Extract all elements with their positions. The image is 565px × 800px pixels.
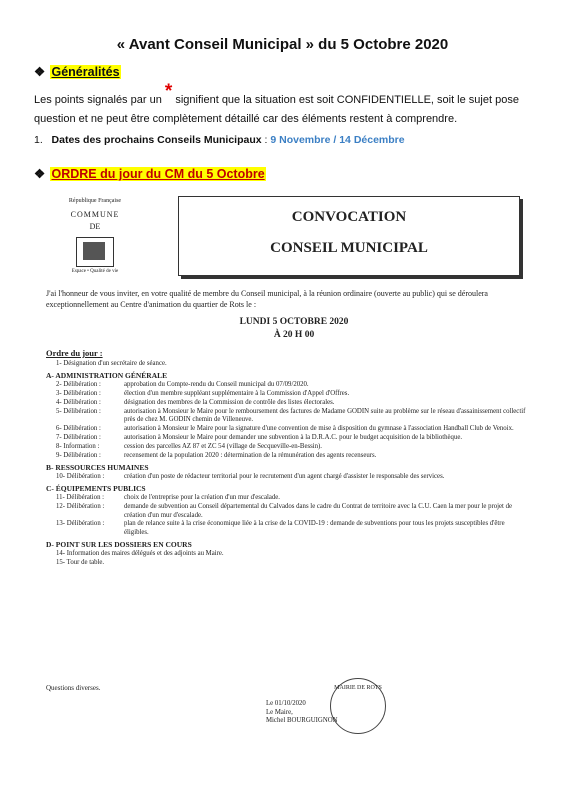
agenda-item: 15- Tour de table. [56,559,105,567]
diamond-bullet-icon: ❖ [34,167,46,181]
agenda-item [46,425,526,434]
section-ordre [34,166,266,181]
agenda-item [46,434,526,443]
agenda-item-text: approbation du Compte-rendu du Conseil municipal du 07/09/2020. [124,380,309,388]
agenda-list [46,360,526,568]
agenda-item-text: cession des parcelles AZ 87 et ZC 54 (village de Secqueville-en-Bessin). [124,443,322,451]
agenda-item-key: 3- Délibération : [56,389,101,397]
meeting-datetime: LUNDI 5 OCTOBRE 2020 À 20 H 00 [239,317,349,340]
diamond-bullet-icon: ❖ [34,65,46,79]
section-generalites [34,64,121,79]
agenda-item [46,443,526,452]
agenda-item [46,494,526,503]
agenda-section-heading: D- POINT SUR LES DOSSIERS EN COURS [46,540,192,550]
agenda-item [46,381,526,390]
asterisk-icon: * [164,81,173,102]
agenda-item-text: désignation des membres de la Commission de contrôle des listes électorales. [124,398,335,406]
agenda-item-key: 13- Délibération : [56,520,105,528]
agenda-item-text: autorisation à Monsieur le Maire pour le remboursement des factures de Madame GODIN suite au problème sur le réseau d'assainissement collectif près de chez M. GODIN chemin de Villeneuve. [124,407,526,424]
agenda-item-key: 12- Délibération : [56,502,105,510]
signature-block: Le 01/10/2020 Le Maire, Michel BOURGUIGNON [266,700,338,724]
section-heading: Généralités [51,65,120,79]
agenda-item [46,390,526,399]
agenda-item-text: plan de relance suite à la crise économique liée à la crise de la COVID-19 : demande de subventions pour tous les projets susceptibles d'être éligibles. [124,520,505,537]
agenda-item [46,399,526,408]
agenda-item-key: 11- Délibération : [56,493,105,501]
agenda-section-heading: C- ÉQUIPEMENTS PUBLICS [46,483,146,493]
agenda-item-key: 7- Délibération : [56,434,101,442]
item-dates: 1. Dates des prochains Conseils Municipaux : 9 Novembre / 14 Décembre [34,134,405,146]
section-heading: ORDRE du jour du CM du 5 Octobre [51,167,265,181]
agenda-item-key: 2- Délibération : [56,380,101,388]
crest-icon [76,237,114,267]
questions-diverses: Questions diverses. [46,684,101,692]
agenda-item: 14- Information des maires délégués et des adjoints au Maire. [56,550,224,558]
agenda-item-text: demande de subvention au Conseil départemental du Calvados dans le cadre du Contrat de territoire avec la C.U. Caen la mer pour le projet de création d'un mur d'escalade. [124,502,513,519]
agenda-item-text: recensement de la population 2020 : détermination de la rémunération des agents recenseurs. [124,452,377,460]
convocation-intro: J'ai l'honneur de vous inviter, en votre qualité de membre du Conseil municipal, à la réunion ordinaire (ouverte au public) qui se déroulera exceptionnellement au Centre d'animation du quartier de Rots le : [46,289,488,309]
agenda-item-key: 5- Délibération : [56,407,101,415]
ordre-heading: Ordre du jour : [46,348,103,358]
agenda-item [46,520,526,538]
agenda-item-text: autorisation à Monsieur le Maire pour demander une subvention à la D.R.A.C. pour le budget acquisition de la bibliothèque. [124,434,463,442]
agenda-item-text: autorisation à Monsieur le Maire pour la signature d'une convention de mise à disposition du gymnase à l'association Handball Club de Venoix. [124,425,514,433]
agenda-item: 1- Désignation d'un secrétaire de séance. [56,360,167,367]
dates-value: 9 Novembre / 14 Décembre [270,134,405,146]
commune-logo: République Française COMMUNE DE Espace • Qualité de vie [68,198,122,274]
agenda-item [46,503,526,521]
agenda-item-key: 9- Délibération : [56,452,101,460]
agenda-item [46,473,526,482]
agenda-section-heading: A- ADMINISTRATION GÉNÉRALE [46,370,168,380]
agenda-item-key: 6- Délibération : [56,425,101,433]
agenda-item-key: 4- Délibération : [56,398,101,406]
convocation-box: CONVOCATION CONSEIL MUNICIPAL [178,196,520,276]
page-title: « Avant Conseil Municipal » du 5 Octobre 2020 [116,36,449,53]
agenda-item-key: 8- Information : [56,443,100,451]
agenda-item [46,408,526,426]
agenda-item [46,452,526,461]
agenda-item-text: élection d'un membre suppléant supplémentaire à la Commission d'Appel d'Offres. [124,389,350,397]
intro-paragraph: Les points signalés par un * signifient que la situation est soit CONFIDENTIELLE, soit le sujet pose question et ne peut être complètement détaillé car des éléments restent à comprendre. [34,81,519,125]
agenda-section-heading: B- RESSOURCES HUMAINES [46,462,149,472]
agenda-item-text: création d'un poste de rédacteur territorial pour le recrutement d'un agent chargé d'assister le responsable des services. [124,472,445,480]
agenda-item-key: 10- Délibération : [56,472,105,480]
mairie-stamp: MAIRIE DE ROTS [330,678,386,734]
scanned-convocation [34,192,554,792]
agenda-item-text: choix de l'entreprise pour la création d'un mur d'escalade. [124,493,280,501]
